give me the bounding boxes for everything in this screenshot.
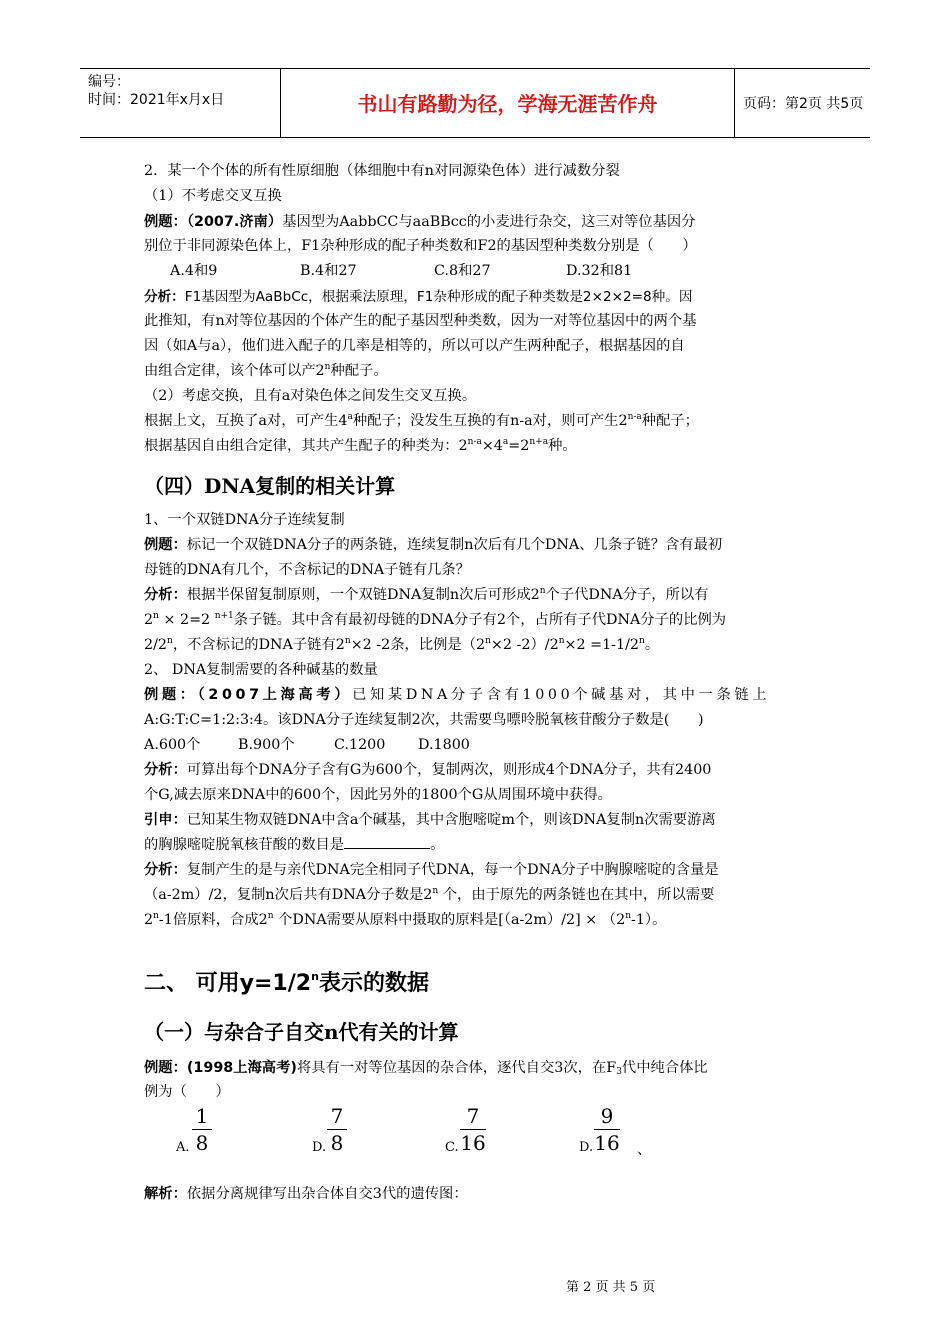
- section-heading: （一）与杂合子自交n代有关的计算: [144, 1020, 459, 1044]
- option-c: C.8和27: [434, 263, 491, 279]
- text-line: 母链的DNA有几个，不含标记的DNA子链有几条？: [144, 562, 470, 578]
- example-label: 例题：（2007.济南）: [144, 214, 283, 230]
- text-line: （a-2m）/2，复制n次后共有DNA分子数是2$^n$ 个，由于原先的两条链也在其中，所以需要: [144, 886, 715, 903]
- analysis-label: 分析：: [144, 762, 187, 778]
- text-line: $2^n \times 2=2$ $^{n+1}$条子链。其中含有最初母链的DNA分子有2个，占所有子代DNA分子的比例为: [144, 611, 727, 628]
- text-line: 个G,减去原来DNA中的600个，因此另外的1800个G从周围环境中获得。: [144, 787, 612, 803]
- text-line: 1、一个双链DNA分子连续复制: [144, 512, 345, 528]
- fraction-option-d: 9 16: [594, 1104, 620, 1155]
- option-d: D.32和81: [566, 263, 633, 279]
- page-header: [80, 68, 870, 138]
- option-label: A.: [176, 1140, 190, 1155]
- fraction-option-c: 7 16: [460, 1104, 486, 1155]
- example-label: 例题：（2007上海高考）: [144, 687, 353, 703]
- solution-label: 解析：: [144, 1186, 187, 1202]
- text-line: 根据基因自由组合定律，其共产生配子的种类为：$2^{n-a}\times 4^a=2^{n+a}$种。: [144, 437, 577, 454]
- example-label: 例题：(1998上海高考): [144, 1060, 297, 1076]
- option-a: A.4和9: [170, 263, 218, 279]
- header-page-number: 页码：第2页 共5页: [743, 96, 864, 112]
- option-b: B.4和27: [300, 263, 357, 279]
- option-d: D.1800: [418, 737, 470, 753]
- text-line: 例题：标记一个双链DNA分子的两条链，连续复制n次后有几个DNA、几条子链？含有最初: [144, 537, 723, 553]
- analysis-label: 分析：: [144, 289, 185, 305]
- option-b: B.900个: [238, 737, 295, 753]
- text-line: 分析：复制产生的是与亲代DNA完全相同子代DNA，每一个DNA分子中胸腺嘧啶的含量是: [144, 862, 719, 878]
- extension-label: 引申：: [144, 812, 187, 828]
- text-line: 2/2$^n$，不含标记的DNA子链有$2^n\times 2$ -2条，比例是（$2^n\times 2$ $-2)/2^n\times 2 =1-1/2^n$。: [144, 636, 660, 653]
- option-c: C.1200: [334, 737, 386, 753]
- text-line: 分析：根据半保留复制原则，一个双链DNA复制n次后可形成2$^n$个子代DNA分子，所以有: [144, 586, 709, 603]
- fraction-option-b: 7 8: [327, 1104, 347, 1155]
- header-info-cell: [80, 69, 281, 137]
- header-date: 时间：2021年x月x日: [88, 92, 225, 108]
- text-line: 根据上文，互换了a对，可产生4$^a$种配子；没发生互换的有n-a对，则可产生2$^{n-a}$种配子；: [144, 412, 699, 429]
- option-label: C.: [445, 1140, 459, 1155]
- trailing-mark: 、: [637, 1142, 652, 1158]
- text-line: 此推知，有n对等位基因的个体产生的配子基因型种类数，因为一对等位基因中的两个基: [144, 313, 697, 329]
- text-line: 分析：可算出每个DNA分子含有G为600个，复制两次，则形成4个DNA分子，共有2400: [144, 762, 712, 778]
- text-line: 由组合定律，该个体可以产2$^n$种配子。: [144, 362, 388, 379]
- text-line: 解析：依据分离规律写出杂合体自交3代的遗传图：: [144, 1186, 468, 1202]
- text-line: 分析：F1基因型为AaBbCc，根据乘法原理，F1杂种形成的配子种类数是2×2×2=8种。因: [144, 289, 693, 305]
- text-line: 例为（ ）: [144, 1084, 230, 1100]
- text-line: 2．某一个个体的所有性原细胞（体细胞中有n对同源染色体）进行减数分裂: [144, 163, 620, 179]
- text-line: 例题：（2007上海高考）已知某DNA分子含有1000个碱基对，其中一条链上: [144, 687, 771, 703]
- footer-page-number: 第 2 页 共 5 页: [566, 1280, 656, 1295]
- analysis-label: 分析：: [144, 862, 187, 878]
- text-line: 例题：（2007.济南）基因型为AabbCC与aaBBcc的小麦进行杂交，这三对等位基因分: [144, 214, 696, 230]
- text-line: 2$^n$-1倍原料，合成2$^n$ 个DNA需要从原料中摄取的原料是$[(a-2m)/2] \times (2^n-1)$。: [144, 911, 667, 928]
- text-line: （2）考虑交换，且有a对染色体之间发生交叉互换。: [144, 388, 477, 404]
- text-line: 的胸腺嘧啶脱氧核苷酸的数目是 。: [144, 837, 445, 853]
- fraction-option-a: 1 8: [192, 1104, 212, 1155]
- text-line: 例题：(1998上海高考)将具有一对等位基因的杂合体，逐代自交3次，在$F_3$代中纯合体比: [144, 1060, 708, 1077]
- header-motto: 书山有路勤为径，学海无涯苦作舟: [357, 92, 658, 116]
- text-line: A:G:T:C=1:2:3:4。该DNA分子连续复制2次，共需要鸟嘌呤脱氧核苷酸分子数是( ): [144, 712, 704, 728]
- section-heading: （四）DNA复制的相关计算: [144, 474, 396, 498]
- text-line: 引申：已知某生物双链DNA中含a个碱基，其中含胞嘧啶m个，则该DNA复制n次需要游离: [144, 812, 716, 828]
- header-number: 编号：: [88, 74, 130, 90]
- option-label: D.: [579, 1140, 594, 1155]
- text-line: 别位于非同源染色体上，F1杂种形成的配子种类数和F2的基因型种类数分别是（ ）: [144, 238, 697, 254]
- analysis-label: 分析：: [144, 587, 187, 603]
- header-page-cell: [735, 69, 870, 137]
- text-line: 2、 DNA复制需要的各种碱基的数量: [144, 662, 378, 678]
- example-label: 例题：: [144, 537, 187, 553]
- text-line: 因（如A与a），他们进入配子的几率是相等的，所以可以产生两种配子，根据基因的自: [144, 338, 685, 354]
- chapter-heading: 二、 可用$y=1/2^n$表示的数据: [144, 970, 429, 996]
- option-a: A.600个: [144, 737, 201, 753]
- answer-blank: [344, 836, 430, 849]
- option-label: D.: [312, 1140, 327, 1155]
- text-line: （1）不考虑交叉互换: [144, 188, 282, 204]
- header-motto-cell: [281, 69, 735, 137]
